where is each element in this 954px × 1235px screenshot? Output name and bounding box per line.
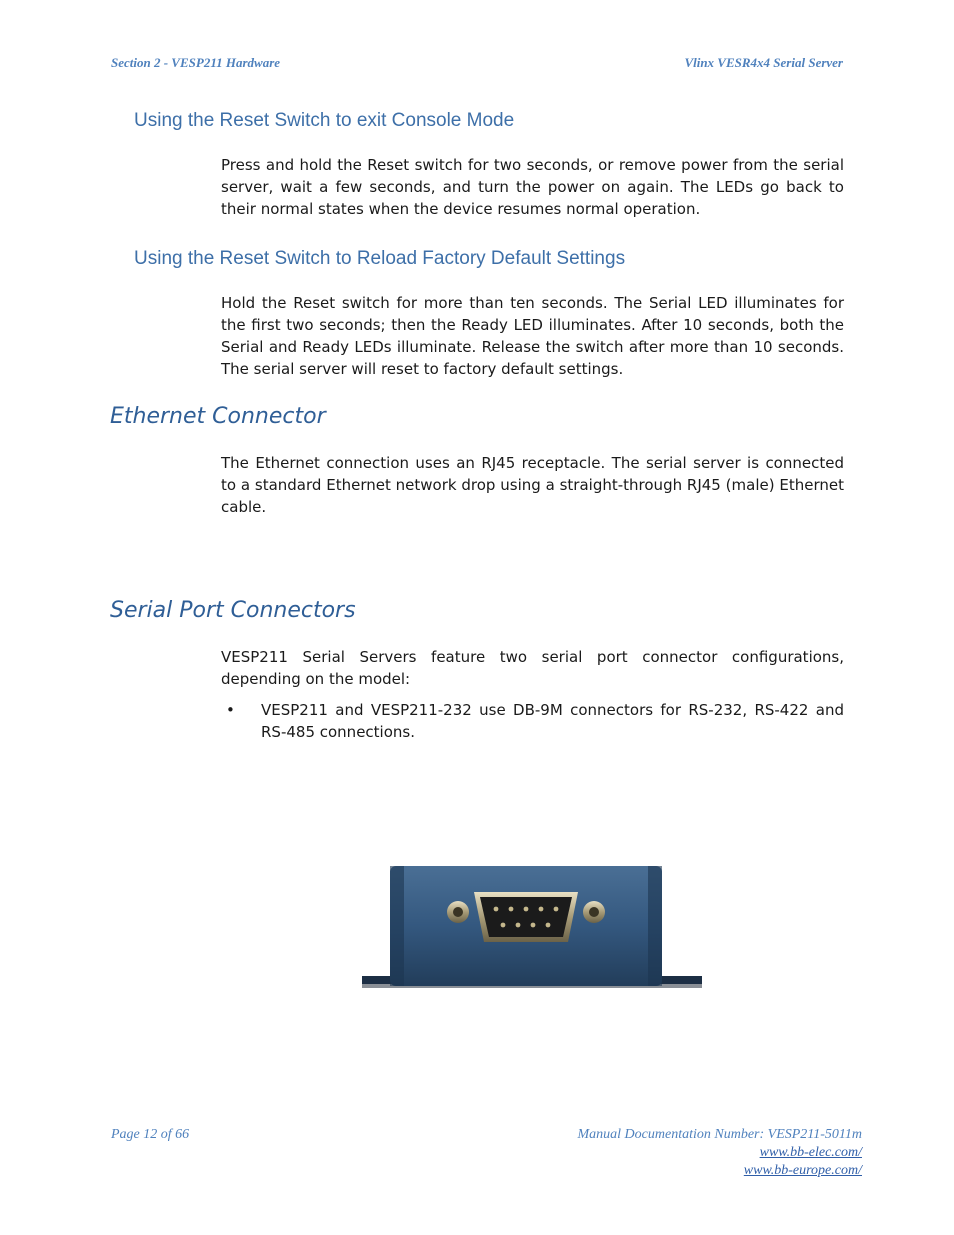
running-header-title: Vlinx VESR4x4 Serial Server xyxy=(684,55,843,70)
heading-reset-factory: Using the Reset Switch to Reload Factory Default Settings xyxy=(134,248,626,269)
footer-link-bb-europe[interactable]: www.bb-europe.com/ xyxy=(743,1163,862,1178)
footer-link-bb-elec[interactable]: www.bb-elec.com/ xyxy=(759,1145,862,1160)
footer-page-number: Page 12 of 66 xyxy=(111,1127,190,1142)
running-header-section: Section 2 - VESP211 Hardware xyxy=(111,55,281,70)
db9-device-photo xyxy=(362,864,702,990)
paragraph-reset-factory: Hold the Reset switch for more than ten seconds. The Serial LED illuminates for the first two seconds; then the Ready LED illuminates. After 10 seconds, both the Serial and Ready LEDs illuminate. Release the switch after more than 10 seconds. The serial server will reset to factory default settings. xyxy=(221,294,844,378)
paragraph-reset-console: Press and hold the Reset switch for two seconds, or remove power from the serial server, wait a few seconds, and turn the power on again. The LEDs go back to their normal states when the device resumes normal operation. xyxy=(221,156,844,218)
heading-ethernet-connector: Ethernet Connector xyxy=(110,404,326,429)
bullet-marker: • xyxy=(226,701,235,719)
heading-serial-port-connectors: Serial Port Connectors xyxy=(110,598,356,623)
paragraph-ethernet: The Ethernet connection uses an RJ45 receptacle. The serial server is connected to a standard Ethernet network drop using a straight-through RJ45 (male) Ethernet cable. xyxy=(221,454,844,516)
heading-reset-console: Using the Reset Switch to exit Console Mode xyxy=(134,110,515,131)
footer-doc-number: Manual Documentation Number: VESP211-5011m xyxy=(577,1127,862,1142)
bullet-db9: VESP211 and VESP211-232 use DB-9M connectors for RS-232, RS-422 and RS-485 connections. xyxy=(261,701,844,741)
paragraph-serial: VESP211 Serial Servers feature two serial port connector configurations, depending on the model: xyxy=(221,648,844,688)
